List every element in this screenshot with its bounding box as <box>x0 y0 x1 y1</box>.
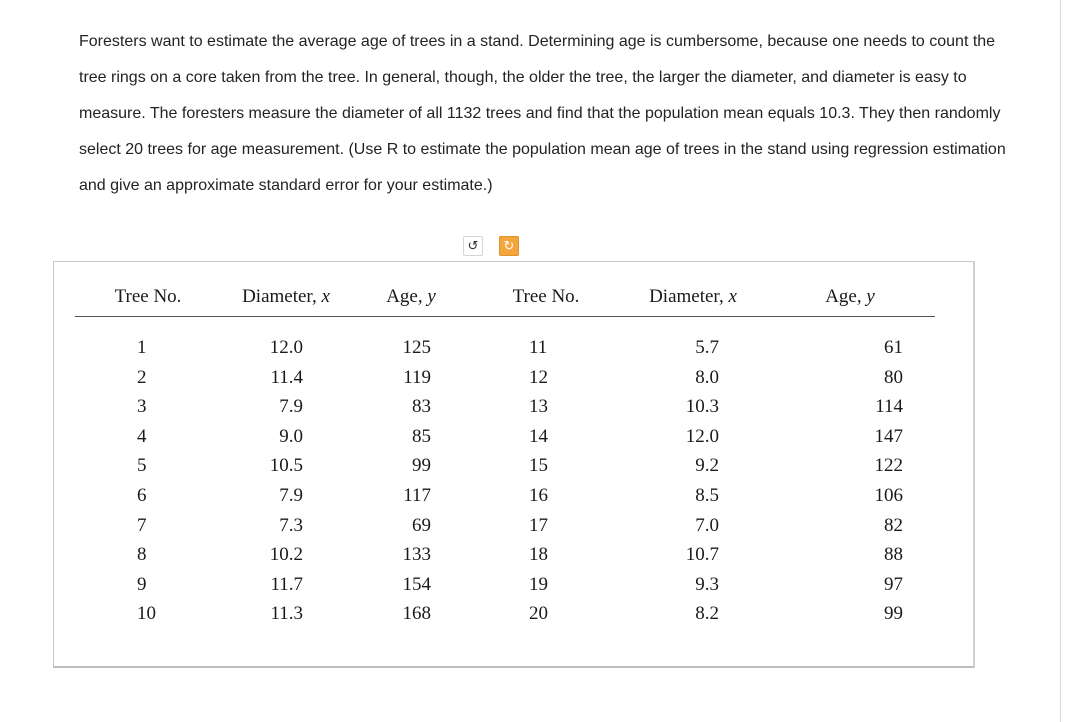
table-row <box>75 392 935 422</box>
diameter-left-cell: 7.9 <box>279 484 303 506</box>
page-edge-divider <box>1060 0 1061 722</box>
age-left-cell: 99 <box>412 455 431 477</box>
tree-no-right-cell: 11 <box>529 337 548 358</box>
age-right-cell: 122 <box>874 455 903 477</box>
tree-no-left-cell: 1 <box>137 337 147 358</box>
age-right-cell: 106 <box>874 484 903 506</box>
diameter-right-cell: 10.3 <box>685 396 719 418</box>
age-right-cell: 114 <box>875 396 903 418</box>
header-tree-no-left: Tree No. <box>75 278 221 317</box>
tree-no-right-cell: 14 <box>529 425 548 447</box>
diameter-left-cell: 12.0 <box>269 337 303 358</box>
tree-no-right-cell: 19 <box>529 573 548 595</box>
tree-no-right-cell: 15 <box>529 455 548 477</box>
age-left-cell: 154 <box>402 573 431 595</box>
diameter-left-cell: 11.7 <box>270 573 303 595</box>
diameter-right-cell: 12.0 <box>685 425 719 447</box>
table-row <box>75 363 935 393</box>
tree-no-right-cell: 18 <box>529 544 548 566</box>
tree-no-left-cell: 4 <box>137 425 147 447</box>
age-left-cell: 133 <box>402 544 431 566</box>
tree-no-right-cell: 17 <box>529 514 548 536</box>
tree-no-right-cell: 20 <box>529 603 548 625</box>
tree-no-left-cell: 3 <box>137 396 147 418</box>
header-age-left: Age, y <box>351 278 471 317</box>
age-left-cell: 125 <box>402 337 431 358</box>
table-row <box>75 511 935 541</box>
tree-no-left-cell: 7 <box>137 514 147 536</box>
age-right-cell: 97 <box>884 573 903 595</box>
age-right-cell: 99 <box>884 603 903 625</box>
age-right-cell: 147 <box>874 425 903 447</box>
age-left-cell: 85 <box>412 425 431 447</box>
table-header-row <box>75 278 935 317</box>
table-row <box>75 599 935 629</box>
age-left-cell: 117 <box>403 484 431 506</box>
tree-no-left-cell: 8 <box>137 544 147 566</box>
table-row <box>75 317 935 363</box>
tree-no-left-cell: 9 <box>137 573 147 595</box>
diameter-right-cell: 7.0 <box>695 514 719 536</box>
diameter-left-cell: 7.9 <box>279 396 303 418</box>
problem-statement: Foresters want to estimate the average age of trees in a stand. Determining age is cumbersome, because one needs to count the tree rings on a core taken from the tree. In general, though, the older the tree, the larger the diameter, and diameter is easy to measure. The foresters measure the diameter of all 1132 trees and find that the population mean equals 10.3. They then randomly select 20 trees for age measurement. (Use R to estimate the population mean age of trees in the stand using regression estimation and give an approximate standard error for your estimate.) <box>79 33 1006 194</box>
header-diameter-left: Diameter, x <box>221 278 351 317</box>
table-row <box>75 570 935 600</box>
diameter-right-cell: 8.0 <box>695 366 719 388</box>
diameter-right-cell: 8.2 <box>695 603 719 625</box>
tree-no-left-cell: 5 <box>137 455 147 477</box>
table-row <box>75 422 935 452</box>
table-toolbar <box>463 236 519 256</box>
redo-icon[interactable]: ↻ <box>499 236 519 256</box>
tree-no-left-cell: 10 <box>137 603 156 625</box>
table-row <box>75 540 935 570</box>
age-right-cell: 61 <box>884 337 903 358</box>
diameter-right-cell: 9.3 <box>695 573 719 595</box>
tree-no-right-cell: 12 <box>529 366 548 388</box>
age-right-cell: 80 <box>884 366 903 388</box>
table-row <box>75 451 935 481</box>
diameter-right-cell: 10.7 <box>685 544 719 566</box>
age-right-cell: 88 <box>884 544 903 566</box>
tree-no-left-cell: 6 <box>137 484 147 506</box>
age-left-cell: 83 <box>412 396 431 418</box>
diameter-left-cell: 10.5 <box>269 455 303 477</box>
undo-icon[interactable]: ↺ <box>463 236 483 256</box>
diameter-left-cell: 9.0 <box>279 425 303 447</box>
tree-no-right-cell: 13 <box>529 396 548 418</box>
header-diameter-right: Diameter, x <box>621 278 765 317</box>
age-left-cell: 119 <box>403 366 431 388</box>
tree-no-right-cell: 16 <box>529 484 548 506</box>
diameter-left-cell: 10.2 <box>269 544 303 566</box>
diameter-left-cell: 11.3 <box>270 603 303 625</box>
diameter-right-cell: 5.7 <box>695 337 719 358</box>
tree-data-table <box>75 278 935 629</box>
diameter-right-cell: 9.2 <box>695 455 719 477</box>
age-right-cell: 82 <box>884 514 903 536</box>
table-row <box>75 481 935 511</box>
diameter-left-cell: 11.4 <box>270 366 303 388</box>
tree-no-left-cell: 2 <box>137 366 147 388</box>
header-age-right: Age, y <box>765 278 935 317</box>
header-tree-no-right: Tree No. <box>471 278 621 317</box>
diameter-left-cell: 7.3 <box>279 514 303 536</box>
age-left-cell: 168 <box>402 603 431 625</box>
diameter-right-cell: 8.5 <box>695 484 719 506</box>
age-left-cell: 69 <box>412 514 431 536</box>
